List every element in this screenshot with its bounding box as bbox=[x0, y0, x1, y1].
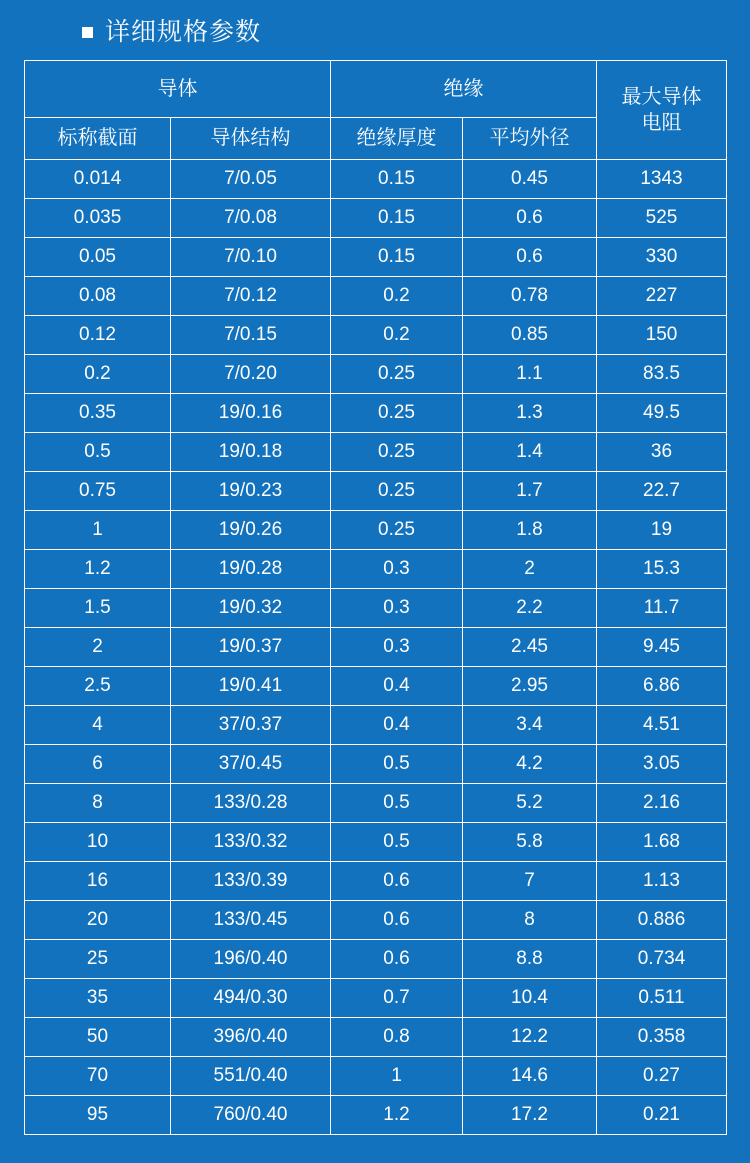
cell-insulation-thickness: 0.15 bbox=[331, 199, 463, 238]
cell-nominal-section: 0.5 bbox=[25, 433, 171, 472]
cell-max-conductor-resistance: 0.21 bbox=[597, 1096, 727, 1135]
cell-nominal-section: 1 bbox=[25, 511, 171, 550]
cell-conductor-structure: 37/0.37 bbox=[171, 706, 331, 745]
table-head bbox=[25, 61, 727, 160]
table-row bbox=[25, 745, 727, 784]
cell-conductor-structure: 19/0.16 bbox=[171, 394, 331, 433]
cell-nominal-section: 0.2 bbox=[25, 355, 171, 394]
table-row bbox=[25, 160, 727, 199]
cell-insulation-thickness: 0.6 bbox=[331, 862, 463, 901]
cell-insulation-thickness: 0.15 bbox=[331, 238, 463, 277]
cell-insulation-thickness: 0.25 bbox=[331, 394, 463, 433]
cell-max-conductor-resistance: 0.27 bbox=[597, 1057, 727, 1096]
table-row bbox=[25, 823, 727, 862]
column-header-insulation-thickness: 绝缘厚度 bbox=[331, 118, 463, 160]
cell-insulation-thickness: 1.2 bbox=[331, 1096, 463, 1135]
table-row bbox=[25, 940, 727, 979]
cell-nominal-section: 10 bbox=[25, 823, 171, 862]
cell-nominal-section: 95 bbox=[25, 1096, 171, 1135]
table-row bbox=[25, 862, 727, 901]
cell-insulation-thickness: 0.6 bbox=[331, 940, 463, 979]
cell-max-conductor-resistance: 1343 bbox=[597, 160, 727, 199]
cell-average-outer-diameter: 1.1 bbox=[463, 355, 597, 394]
cell-nominal-section: 1.2 bbox=[25, 550, 171, 589]
table-row bbox=[25, 472, 727, 511]
cell-average-outer-diameter: 0.45 bbox=[463, 160, 597, 199]
cell-max-conductor-resistance: 0.511 bbox=[597, 979, 727, 1018]
table-row bbox=[25, 550, 727, 589]
cell-nominal-section: 16 bbox=[25, 862, 171, 901]
cell-insulation-thickness: 0.25 bbox=[331, 433, 463, 472]
cell-nominal-section: 0.05 bbox=[25, 238, 171, 277]
spec-table bbox=[24, 60, 727, 1135]
cell-max-conductor-resistance: 525 bbox=[597, 199, 727, 238]
cell-average-outer-diameter: 2.2 bbox=[463, 589, 597, 628]
cell-conductor-structure: 396/0.40 bbox=[171, 1018, 331, 1057]
cell-conductor-structure: 133/0.45 bbox=[171, 901, 331, 940]
cell-max-conductor-resistance: 36 bbox=[597, 433, 727, 472]
cell-nominal-section: 70 bbox=[25, 1057, 171, 1096]
cell-nominal-section: 0.35 bbox=[25, 394, 171, 433]
cell-conductor-structure: 133/0.28 bbox=[171, 784, 331, 823]
cell-nominal-section: 0.014 bbox=[25, 160, 171, 199]
cell-insulation-thickness: 0.5 bbox=[331, 823, 463, 862]
cell-nominal-section: 6 bbox=[25, 745, 171, 784]
cell-nominal-section: 20 bbox=[25, 901, 171, 940]
page-title-row bbox=[0, 0, 750, 60]
table-row bbox=[25, 199, 727, 238]
cell-conductor-structure: 196/0.40 bbox=[171, 940, 331, 979]
cell-nominal-section: 0.12 bbox=[25, 316, 171, 355]
cell-average-outer-diameter: 0.78 bbox=[463, 277, 597, 316]
column-header-nominal-section: 标称截面 bbox=[25, 118, 171, 160]
cell-average-outer-diameter: 1.8 bbox=[463, 511, 597, 550]
cell-average-outer-diameter: 0.6 bbox=[463, 199, 597, 238]
cell-max-conductor-resistance: 330 bbox=[597, 238, 727, 277]
cell-nominal-section: 2 bbox=[25, 628, 171, 667]
cell-conductor-structure: 551/0.40 bbox=[171, 1057, 331, 1096]
table-row bbox=[25, 511, 727, 550]
cell-insulation-thickness: 0.6 bbox=[331, 901, 463, 940]
table-row bbox=[25, 1096, 727, 1135]
cell-nominal-section: 0.75 bbox=[25, 472, 171, 511]
cell-max-conductor-resistance: 49.5 bbox=[597, 394, 727, 433]
cell-conductor-structure: 19/0.32 bbox=[171, 589, 331, 628]
cell-max-conductor-resistance: 4.51 bbox=[597, 706, 727, 745]
cell-nominal-section: 2.5 bbox=[25, 667, 171, 706]
cell-max-conductor-resistance: 9.45 bbox=[597, 628, 727, 667]
table-row bbox=[25, 628, 727, 667]
table-row bbox=[25, 238, 727, 277]
column-header-average-outer-diameter: 平均外径 bbox=[463, 118, 597, 160]
cell-max-conductor-resistance: 19 bbox=[597, 511, 727, 550]
cell-max-conductor-resistance: 6.86 bbox=[597, 667, 727, 706]
column-header-conductor-structure: 导体结构 bbox=[171, 118, 331, 160]
max-resistance-line2: 电阻 bbox=[641, 112, 682, 134]
cell-max-conductor-resistance: 1.13 bbox=[597, 862, 727, 901]
cell-insulation-thickness: 0.25 bbox=[331, 472, 463, 511]
cell-insulation-thickness: 0.2 bbox=[331, 316, 463, 355]
cell-conductor-structure: 19/0.26 bbox=[171, 511, 331, 550]
cell-max-conductor-resistance: 22.7 bbox=[597, 472, 727, 511]
cell-nominal-section: 25 bbox=[25, 940, 171, 979]
cell-average-outer-diameter: 12.2 bbox=[463, 1018, 597, 1057]
cell-insulation-thickness: 0.3 bbox=[331, 628, 463, 667]
cell-average-outer-diameter: 1.3 bbox=[463, 394, 597, 433]
table-body bbox=[25, 160, 727, 1135]
cell-max-conductor-resistance: 15.3 bbox=[597, 550, 727, 589]
cell-nominal-section: 1.5 bbox=[25, 589, 171, 628]
table-row bbox=[25, 394, 727, 433]
cell-average-outer-diameter: 1.4 bbox=[463, 433, 597, 472]
cell-max-conductor-resistance: 0.358 bbox=[597, 1018, 727, 1057]
table-row bbox=[25, 1018, 727, 1057]
cell-average-outer-diameter: 0.6 bbox=[463, 238, 597, 277]
cell-max-conductor-resistance: 150 bbox=[597, 316, 727, 355]
cell-insulation-thickness: 0.25 bbox=[331, 355, 463, 394]
table-row bbox=[25, 667, 727, 706]
group-header-max-resistance bbox=[597, 61, 727, 160]
table-row bbox=[25, 784, 727, 823]
cell-conductor-structure: 19/0.18 bbox=[171, 433, 331, 472]
cell-conductor-structure: 760/0.40 bbox=[171, 1096, 331, 1135]
cell-conductor-structure: 37/0.45 bbox=[171, 745, 331, 784]
cell-max-conductor-resistance: 227 bbox=[597, 277, 727, 316]
cell-conductor-structure: 19/0.41 bbox=[171, 667, 331, 706]
table-row bbox=[25, 277, 727, 316]
cell-average-outer-diameter: 17.2 bbox=[463, 1096, 597, 1135]
cell-average-outer-diameter: 5.8 bbox=[463, 823, 597, 862]
group-header-conductor: 导体 bbox=[25, 61, 331, 118]
cell-max-conductor-resistance: 1.68 bbox=[597, 823, 727, 862]
cell-insulation-thickness: 0.4 bbox=[331, 667, 463, 706]
cell-conductor-structure: 7/0.10 bbox=[171, 238, 331, 277]
cell-nominal-section: 50 bbox=[25, 1018, 171, 1057]
cell-insulation-thickness: 0.3 bbox=[331, 589, 463, 628]
cell-average-outer-diameter: 14.6 bbox=[463, 1057, 597, 1096]
cell-conductor-structure: 494/0.30 bbox=[171, 979, 331, 1018]
cell-average-outer-diameter: 2.45 bbox=[463, 628, 597, 667]
cell-nominal-section: 4 bbox=[25, 706, 171, 745]
cell-max-conductor-resistance: 2.16 bbox=[597, 784, 727, 823]
cell-insulation-thickness: 0.15 bbox=[331, 160, 463, 199]
table-row bbox=[25, 1057, 727, 1096]
cell-conductor-structure: 7/0.05 bbox=[171, 160, 331, 199]
cell-max-conductor-resistance: 0.734 bbox=[597, 940, 727, 979]
cell-conductor-structure: 19/0.23 bbox=[171, 472, 331, 511]
cell-average-outer-diameter: 7 bbox=[463, 862, 597, 901]
cell-max-conductor-resistance: 3.05 bbox=[597, 745, 727, 784]
cell-max-conductor-resistance: 0.886 bbox=[597, 901, 727, 940]
group-header-insulation: 绝缘 bbox=[331, 61, 597, 118]
cell-insulation-thickness: 0.4 bbox=[331, 706, 463, 745]
cell-average-outer-diameter: 3.4 bbox=[463, 706, 597, 745]
cell-conductor-structure: 133/0.39 bbox=[171, 862, 331, 901]
table-group-header-row bbox=[25, 61, 727, 118]
cell-average-outer-diameter: 10.4 bbox=[463, 979, 597, 1018]
spec-table-wrap bbox=[0, 60, 750, 1135]
cell-insulation-thickness: 0.5 bbox=[331, 784, 463, 823]
cell-insulation-thickness: 0.3 bbox=[331, 550, 463, 589]
cell-conductor-structure: 133/0.32 bbox=[171, 823, 331, 862]
table-row bbox=[25, 979, 727, 1018]
cell-conductor-structure: 19/0.28 bbox=[171, 550, 331, 589]
table-row bbox=[25, 589, 727, 628]
cell-max-conductor-resistance: 83.5 bbox=[597, 355, 727, 394]
cell-average-outer-diameter: 8.8 bbox=[463, 940, 597, 979]
cell-conductor-structure: 7/0.20 bbox=[171, 355, 331, 394]
cell-conductor-structure: 19/0.37 bbox=[171, 628, 331, 667]
cell-nominal-section: 0.035 bbox=[25, 199, 171, 238]
cell-nominal-section: 0.08 bbox=[25, 277, 171, 316]
cell-nominal-section: 8 bbox=[25, 784, 171, 823]
cell-average-outer-diameter: 0.85 bbox=[463, 316, 597, 355]
cell-conductor-structure: 7/0.15 bbox=[171, 316, 331, 355]
table-row bbox=[25, 706, 727, 745]
cell-average-outer-diameter: 5.2 bbox=[463, 784, 597, 823]
cell-conductor-structure: 7/0.12 bbox=[171, 277, 331, 316]
cell-nominal-section: 35 bbox=[25, 979, 171, 1018]
cell-average-outer-diameter: 1.7 bbox=[463, 472, 597, 511]
max-resistance-line1: 最大导体 bbox=[621, 86, 702, 108]
cell-insulation-thickness: 0.25 bbox=[331, 511, 463, 550]
square-bullet-icon bbox=[82, 27, 93, 38]
table-row bbox=[25, 316, 727, 355]
table-row bbox=[25, 355, 727, 394]
cell-average-outer-diameter: 2.95 bbox=[463, 667, 597, 706]
cell-insulation-thickness: 0.5 bbox=[331, 745, 463, 784]
cell-average-outer-diameter: 4.2 bbox=[463, 745, 597, 784]
page-title: 详细规格参数 bbox=[105, 18, 262, 46]
cell-insulation-thickness: 0.7 bbox=[331, 979, 463, 1018]
cell-average-outer-diameter: 2 bbox=[463, 550, 597, 589]
cell-insulation-thickness: 1 bbox=[331, 1057, 463, 1096]
cell-average-outer-diameter: 8 bbox=[463, 901, 597, 940]
cell-max-conductor-resistance: 11.7 bbox=[597, 589, 727, 628]
table-row bbox=[25, 901, 727, 940]
cell-conductor-structure: 7/0.08 bbox=[171, 199, 331, 238]
cell-insulation-thickness: 0.2 bbox=[331, 277, 463, 316]
table-row bbox=[25, 433, 727, 472]
cell-insulation-thickness: 0.8 bbox=[331, 1018, 463, 1057]
